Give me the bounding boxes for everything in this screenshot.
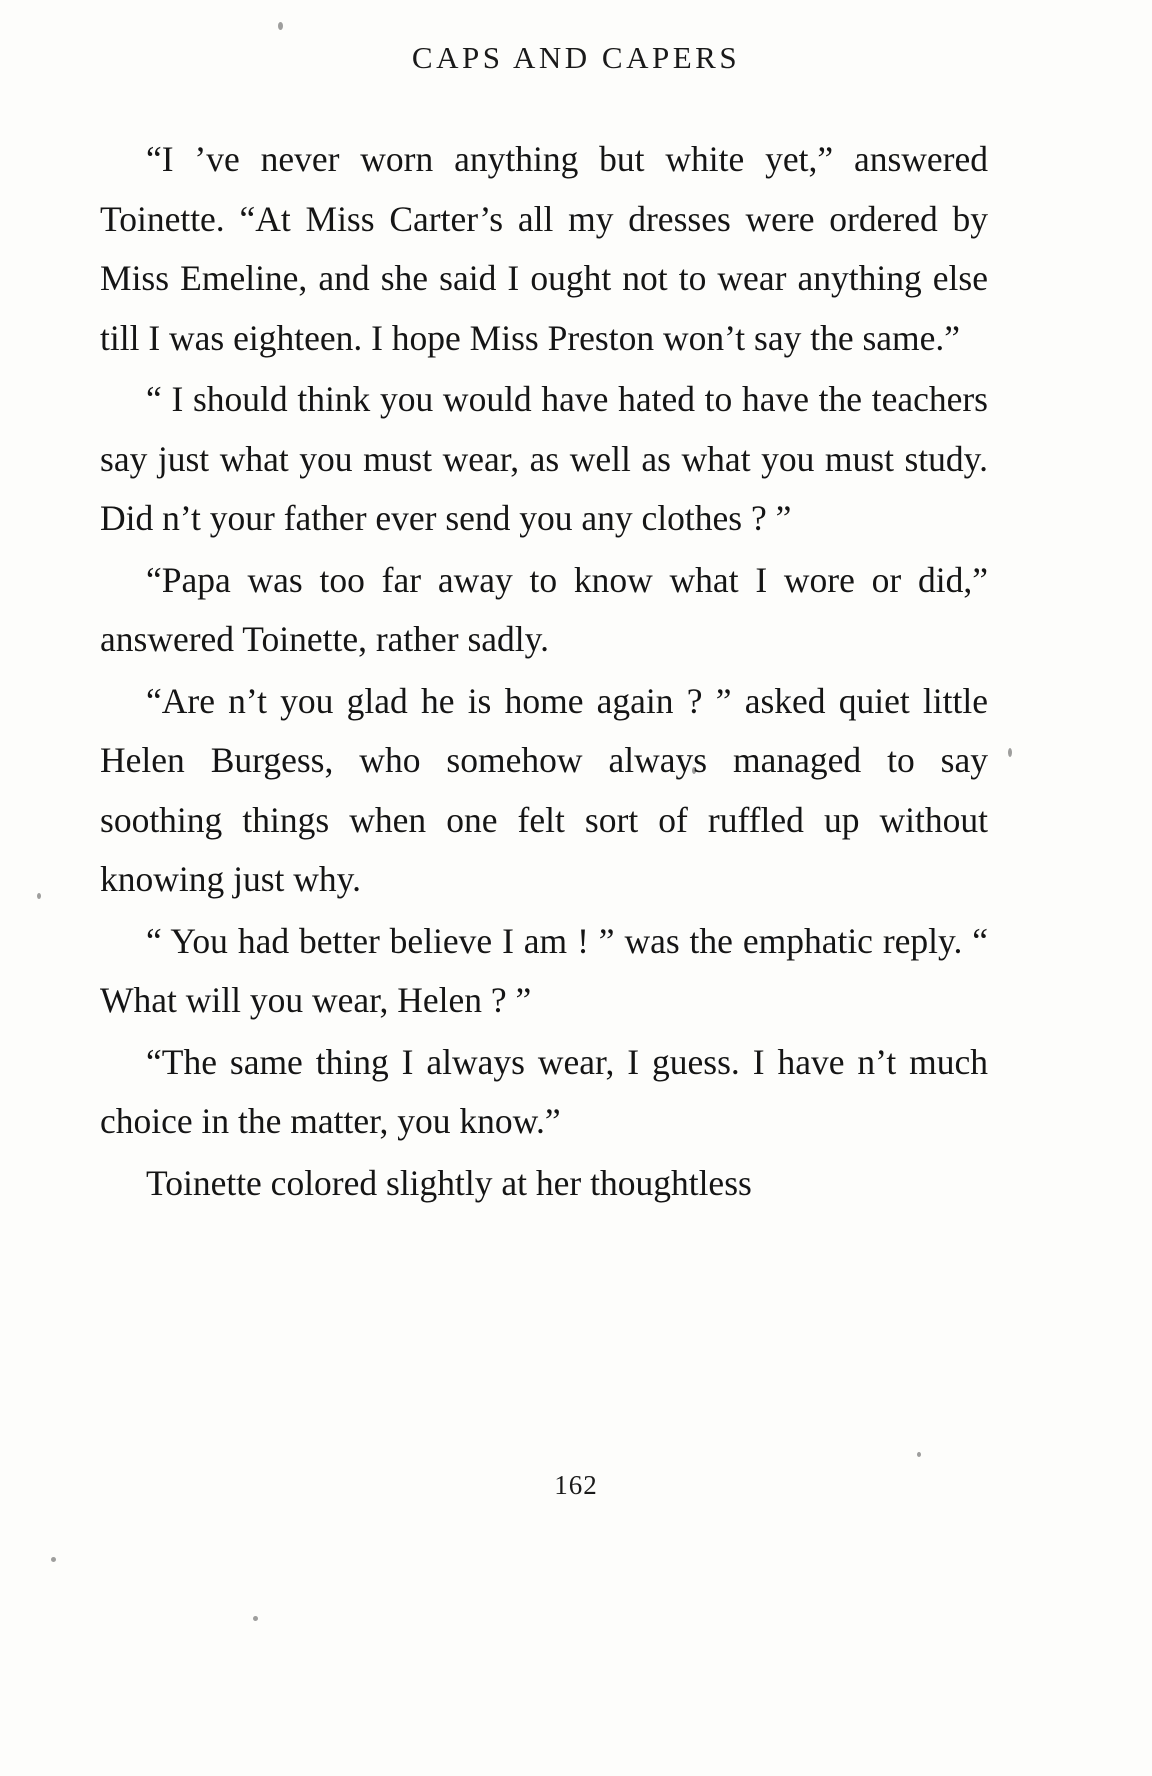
paragraph: “The same thing I always wear, I guess. I have n’t much choice in the matter, you know.” — [100, 1041, 988, 1141]
scan-speck — [278, 22, 283, 30]
paragraph: “I ’ve never worn anything but white yet,” answered Toinette. “At Miss Carter’s all my dresses were ordered by Miss Emeline, and she said I ought not to wear anything else till I was eighteen. I hope Miss Preston won’t say the same.” — [100, 139, 988, 358]
scan-speck — [37, 893, 41, 899]
scan-speck — [917, 1452, 921, 1457]
scan-speck — [692, 767, 696, 774]
running-head: CAPS AND CAPERS — [411, 40, 741, 75]
paragraph: “ I should think you would have hated to have the teachers say just what you must wear, as well as what you must study. Did n’t your father ever send you any clothes ? ” — [100, 379, 988, 538]
paragraph: “ You had better believe I am ! ” was the emphatic reply. “ What will you wear, Helen ? ” — [100, 920, 988, 1020]
paragraph: “Are n’t you glad he is home again ? ” asked quiet little Helen Burgess, who somehow always managed to say soothing things when one felt sort of ruffled up without knowing just why. — [100, 680, 988, 899]
scan-speck — [1008, 748, 1012, 757]
paragraph: Toinette colored slightly at her thoughtless — [146, 1162, 752, 1203]
paragraph: “Papa was too far away to know what I wore or did,” answered Toinette, rather sadly. — [100, 559, 988, 659]
page-number: 162 — [554, 1470, 598, 1500]
page-body — [100, 130, 988, 1215]
scan-speck — [253, 1616, 258, 1621]
scan-speck — [51, 1557, 56, 1562]
